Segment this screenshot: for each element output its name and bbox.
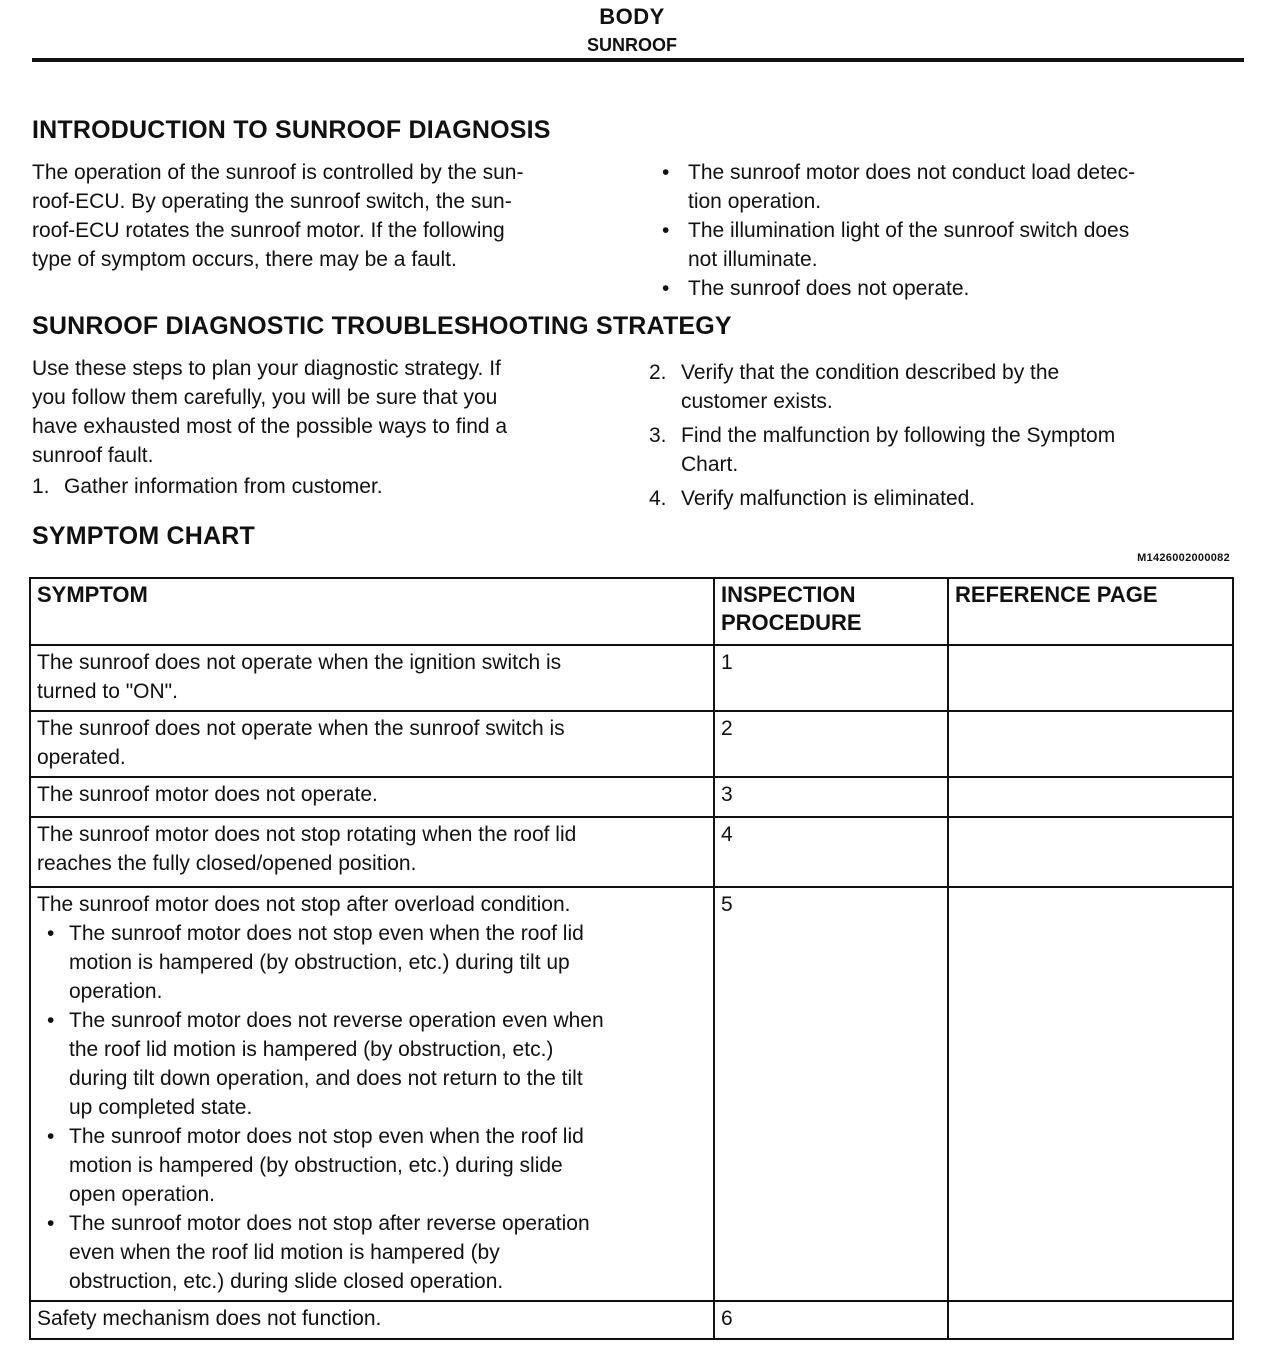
column-header-inspection-procedure: INSPECTION PROCEDURE bbox=[714, 578, 948, 645]
strategy-heading: SUNROOF DIAGNOSTIC TROUBLESHOOTING STRATEGY bbox=[32, 312, 732, 340]
step-number: 1. bbox=[32, 475, 50, 498]
symptom-cell: The sunroof motor does not operate. bbox=[30, 777, 714, 817]
reference-cell bbox=[948, 887, 1233, 1301]
symptom-cell bbox=[30, 887, 714, 1301]
symptom-cell: The sunroof does not operate when the ignition switch is turned to "ON". bbox=[30, 645, 714, 711]
symptom-sub-item: • The sunroof motor does not stop even when the roof lid motion is hampered (by obstruction, etc.) during slide open operation. bbox=[37, 1122, 708, 1209]
procedure-cell: 3 bbox=[714, 777, 948, 817]
intro-symptom-item: • The illumination light of the sunroof switch does not illuminate. bbox=[662, 216, 1242, 274]
intro-heading: INTRODUCTION TO SUNROOF DIAGNOSIS bbox=[32, 116, 551, 144]
intro-symptom-item: • The sunroof motor does not conduct load detec- tion operation. bbox=[662, 158, 1242, 216]
strategy-step bbox=[649, 358, 1239, 416]
strategy-step bbox=[649, 484, 1239, 513]
table-row bbox=[30, 645, 1233, 711]
intro-paragraph: The operation of the sunroof is controlled by the sun- roof-ECU. By operating the sunroof switch, the sun- roof-ECU rotates the sunroof motor. If the following type of symptom occurs, there may be a fault. bbox=[32, 161, 524, 271]
strategy-paragraph: Use these steps to plan your diagnostic strategy. If you follow them carefully, you will be sure that you have exhausted most of the possible ways to find a sunroof fault. bbox=[32, 357, 508, 467]
table-row bbox=[30, 1301, 1233, 1339]
table-header-row bbox=[30, 578, 1233, 645]
symptom-sub-item: • The sunroof motor does not stop after reverse operation even when the roof lid motion is hampered (by obstruction, etc.) during slide closed operation. bbox=[37, 1209, 708, 1296]
strategy-steps-left bbox=[32, 472, 632, 506]
procedure-cell: 6 bbox=[714, 1301, 948, 1339]
symptom-cell: Safety mechanism does not function. bbox=[30, 1301, 714, 1339]
step-text: Verify that the condition described by the customer exists. bbox=[681, 361, 1060, 413]
strategy-step bbox=[32, 472, 632, 501]
reference-cell bbox=[948, 1301, 1233, 1339]
symptom-sub-item: • The sunroof motor does not stop even when the roof lid motion is hampered (by obstruction, etc.) during tilt up operation. bbox=[37, 919, 708, 1006]
column-header-symptom: SYMPTOM bbox=[30, 578, 714, 645]
header-rule bbox=[32, 58, 1244, 62]
header-subsection: SUNROOF bbox=[587, 35, 677, 55]
symptom-cell-text: The sunroof motor does not stop after overload condition. bbox=[37, 893, 571, 916]
step-number: 2. bbox=[649, 361, 667, 384]
step-number: 3. bbox=[649, 424, 667, 447]
reference-cell bbox=[948, 817, 1233, 887]
step-text: Verify malfunction is eliminated. bbox=[681, 487, 976, 510]
symptom-chart-heading: SYMPTOM CHART bbox=[32, 522, 255, 550]
header-section: BODY bbox=[599, 4, 665, 29]
step-text: Gather information from customer. bbox=[64, 475, 383, 498]
strategy-steps-right bbox=[649, 358, 1239, 518]
table-row bbox=[30, 817, 1233, 887]
procedure-cell: 2 bbox=[714, 711, 948, 777]
reference-cell bbox=[948, 645, 1233, 711]
step-text: Find the malfunction by following the Symptom Chart. bbox=[681, 424, 1116, 476]
reference-cell bbox=[948, 711, 1233, 777]
column-header-reference-page: REFERENCE PAGE bbox=[948, 578, 1233, 645]
symptom-table bbox=[29, 577, 1234, 1340]
intro-symptom-item: • The sunroof does not operate. bbox=[662, 274, 1242, 303]
symptom-cell: The sunroof motor does not stop rotating when the roof lid reaches the fully closed/opened position. bbox=[30, 817, 714, 887]
table-row bbox=[30, 777, 1233, 817]
procedure-cell: 5 bbox=[714, 887, 948, 1301]
table-row bbox=[30, 711, 1233, 777]
table-row bbox=[30, 887, 1233, 1301]
document-code: M1426002000082 bbox=[1137, 552, 1230, 564]
symptom-sub-list bbox=[37, 919, 708, 1296]
procedure-cell: 1 bbox=[714, 645, 948, 711]
symptom-cell: The sunroof does not operate when the sunroof switch is operated. bbox=[30, 711, 714, 777]
intro-symptom-list bbox=[662, 158, 1242, 303]
procedure-cell: 4 bbox=[714, 817, 948, 887]
reference-cell bbox=[948, 777, 1233, 817]
symptom-sub-item: • The sunroof motor does not reverse operation even when the roof lid motion is hampered (by obstruction, etc.) during tilt down operation, and does not return to the tilt up completed state. bbox=[37, 1006, 708, 1122]
step-number: 4. bbox=[649, 487, 667, 510]
strategy-step bbox=[649, 421, 1239, 479]
